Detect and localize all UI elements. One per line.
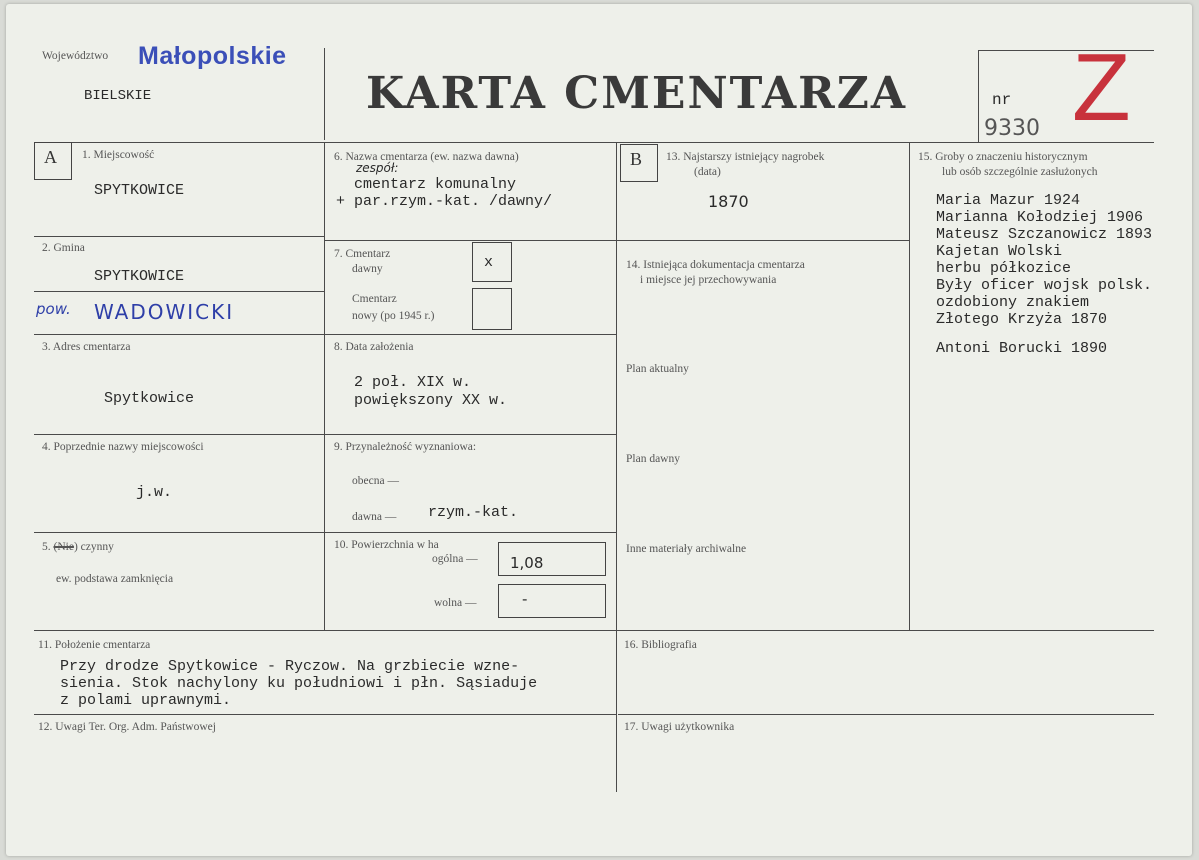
f15-extra: Antoni Borucki 1890 xyxy=(936,340,1108,357)
cemetery-card xyxy=(6,4,1192,856)
f4-label: 4. Poprzednie nazwy miejscowości xyxy=(42,441,204,453)
f9-dawna: dawna — xyxy=(352,511,397,523)
f15-line: ozdobiony znakiem xyxy=(936,294,1090,311)
f15-line: Mateusz Szczanowicz 1893 xyxy=(936,226,1153,243)
f15-line: Marianna Kołodziej 1906 xyxy=(936,209,1144,226)
f5-number: 5. xyxy=(42,541,51,553)
f10-label: 10. Powierzchnia w ha xyxy=(334,539,439,551)
rule-a3 xyxy=(34,334,324,335)
rule-a1 xyxy=(34,236,324,237)
f4-value: j.w. xyxy=(136,484,173,501)
f7-nowy-checkbox[interactable] xyxy=(472,288,512,330)
f9-label: 9. Przynależność wyznaniowa: xyxy=(334,441,477,453)
rule-a4 xyxy=(34,434,324,435)
f15-line: herbu półkozice xyxy=(936,260,1072,277)
f15-line: Złotego Krzyża 1870 xyxy=(936,311,1108,328)
header-divider xyxy=(324,48,325,140)
f7-dawny: dawny xyxy=(352,263,383,275)
plan-dawny: Plan dawny xyxy=(626,453,680,465)
f15-label: 15. Groby o znaczeniu historycznym xyxy=(918,151,1088,163)
rule-b1 xyxy=(616,240,909,241)
top-rule xyxy=(34,142,1154,143)
f7-nowy1: Cmentarz xyxy=(352,293,397,305)
rule-a5 xyxy=(34,532,324,533)
rule-a2 xyxy=(34,291,324,292)
nr-value: 9330 xyxy=(984,116,1040,141)
card-title: KARTA CMENTARZA xyxy=(366,68,907,119)
f14-sub: i miejsce jej przechowywania xyxy=(640,274,777,286)
f5-sub: ew. podstawa zamknięcia xyxy=(56,573,174,585)
f15-line: Kajetan Wolski xyxy=(936,243,1063,260)
f8-line2: powiększony XX w. xyxy=(354,392,508,409)
f16-label: 16. Bibliografia xyxy=(624,639,697,651)
f11-line: z polami uprawnymi. xyxy=(60,692,232,709)
rule-11-bottom xyxy=(34,714,616,715)
rule-m1 xyxy=(324,240,616,241)
nr-label: nr xyxy=(992,91,1012,109)
f2-value: SPYTKOWICE xyxy=(94,268,185,285)
f5-label xyxy=(42,540,114,555)
voivodeship-stamp: Małopolskie xyxy=(138,42,287,70)
f15-line: Maria Mazur 1924 xyxy=(936,192,1081,209)
nr-box-left xyxy=(978,50,979,142)
f6-handwritten: zespół: xyxy=(356,161,399,175)
f13-label: 13. Najstarszy istniejący nagrobek xyxy=(666,151,825,163)
plan-aktualny: Plan aktualny xyxy=(626,363,689,375)
f10-ogolna-value: 1,08 xyxy=(510,554,544,572)
f3-label: 3. Adres cmentarza xyxy=(42,341,131,353)
powiat-prefix: pow. xyxy=(36,300,71,318)
f15-list xyxy=(936,192,1152,328)
f7-label: 7. Cmentarz xyxy=(334,248,391,260)
f13-value: 1870 xyxy=(708,192,749,211)
rule-16-bottom xyxy=(618,714,1154,715)
f10-wolna: wolna — xyxy=(434,597,477,609)
section-a-letter: A xyxy=(44,147,57,167)
f2-label: 2. Gmina xyxy=(42,242,85,254)
inne-materialy: Inne materiały archiwalne xyxy=(626,543,747,555)
rule-m2 xyxy=(324,334,616,335)
f9-obecna: obecna — xyxy=(352,475,399,487)
f1-value: SPYTKOWICE xyxy=(94,182,185,199)
f6-line1: cmentarz komunalny xyxy=(354,176,517,193)
col-divider-3 xyxy=(909,142,910,630)
f6-line2: + par.rzym.-kat. /dawny/ xyxy=(336,193,553,210)
nr-letter: Z xyxy=(1072,34,1131,141)
f10-ogolna: ogólna — xyxy=(432,553,478,565)
col-divider-1 xyxy=(324,142,325,630)
f17-label: 17. Uwagi użytkownika xyxy=(624,721,735,733)
f15-sub: lub osób szczególnie zasłużonych xyxy=(942,166,1098,178)
rule-m4 xyxy=(324,532,616,533)
f5-suffix: ) czynny xyxy=(73,541,114,553)
section-b-letter: B xyxy=(630,149,643,169)
voivodeship-label: Województwo xyxy=(42,50,109,62)
f15-line: Były oficer wojsk polsk. xyxy=(936,277,1153,294)
old-voivodeship: BIELSKIE xyxy=(84,88,152,104)
f1-label: 1. Miejscowość xyxy=(82,149,155,161)
f8-label: 8. Data założenia xyxy=(334,341,414,353)
f3-value: Spytkowice xyxy=(104,390,195,407)
f11-label: 11. Położenie cmentarza xyxy=(38,639,151,651)
f12-label: 12. Uwagi Ter. Org. Adm. Państwowej xyxy=(38,721,216,733)
f13-sub: (data) xyxy=(694,166,721,178)
f14-label: 14. Istniejąca dokumentacja cmentarza xyxy=(626,259,805,271)
f11-line: Przy drodze Spytkowice - Ryczow. Na grzbiecie wzne- xyxy=(60,658,520,675)
powiat-value: WADOWICKI xyxy=(94,300,235,324)
f10-wolna-box[interactable] xyxy=(498,584,606,618)
rule-m3 xyxy=(324,434,616,435)
f11-text xyxy=(60,658,537,709)
f9-dawna-value: rzym.-kat. xyxy=(428,504,519,521)
rule-11-top xyxy=(34,630,1154,631)
f5-crossed: (Nie xyxy=(53,541,74,553)
f11-line: sienia. Stok nachylony ku południowi i płn. Sąsiaduje xyxy=(60,675,538,692)
f6-label: 6. Nazwa cmentarza (ew. nazwa dawna) xyxy=(334,151,519,163)
f8-line1: 2 poł. XIX w. xyxy=(354,374,472,391)
f10-wolna-value: - xyxy=(522,590,528,608)
f7-nowy2: nowy (po 1945 r.) xyxy=(352,310,435,322)
f7-dawny-mark: x xyxy=(484,254,494,271)
